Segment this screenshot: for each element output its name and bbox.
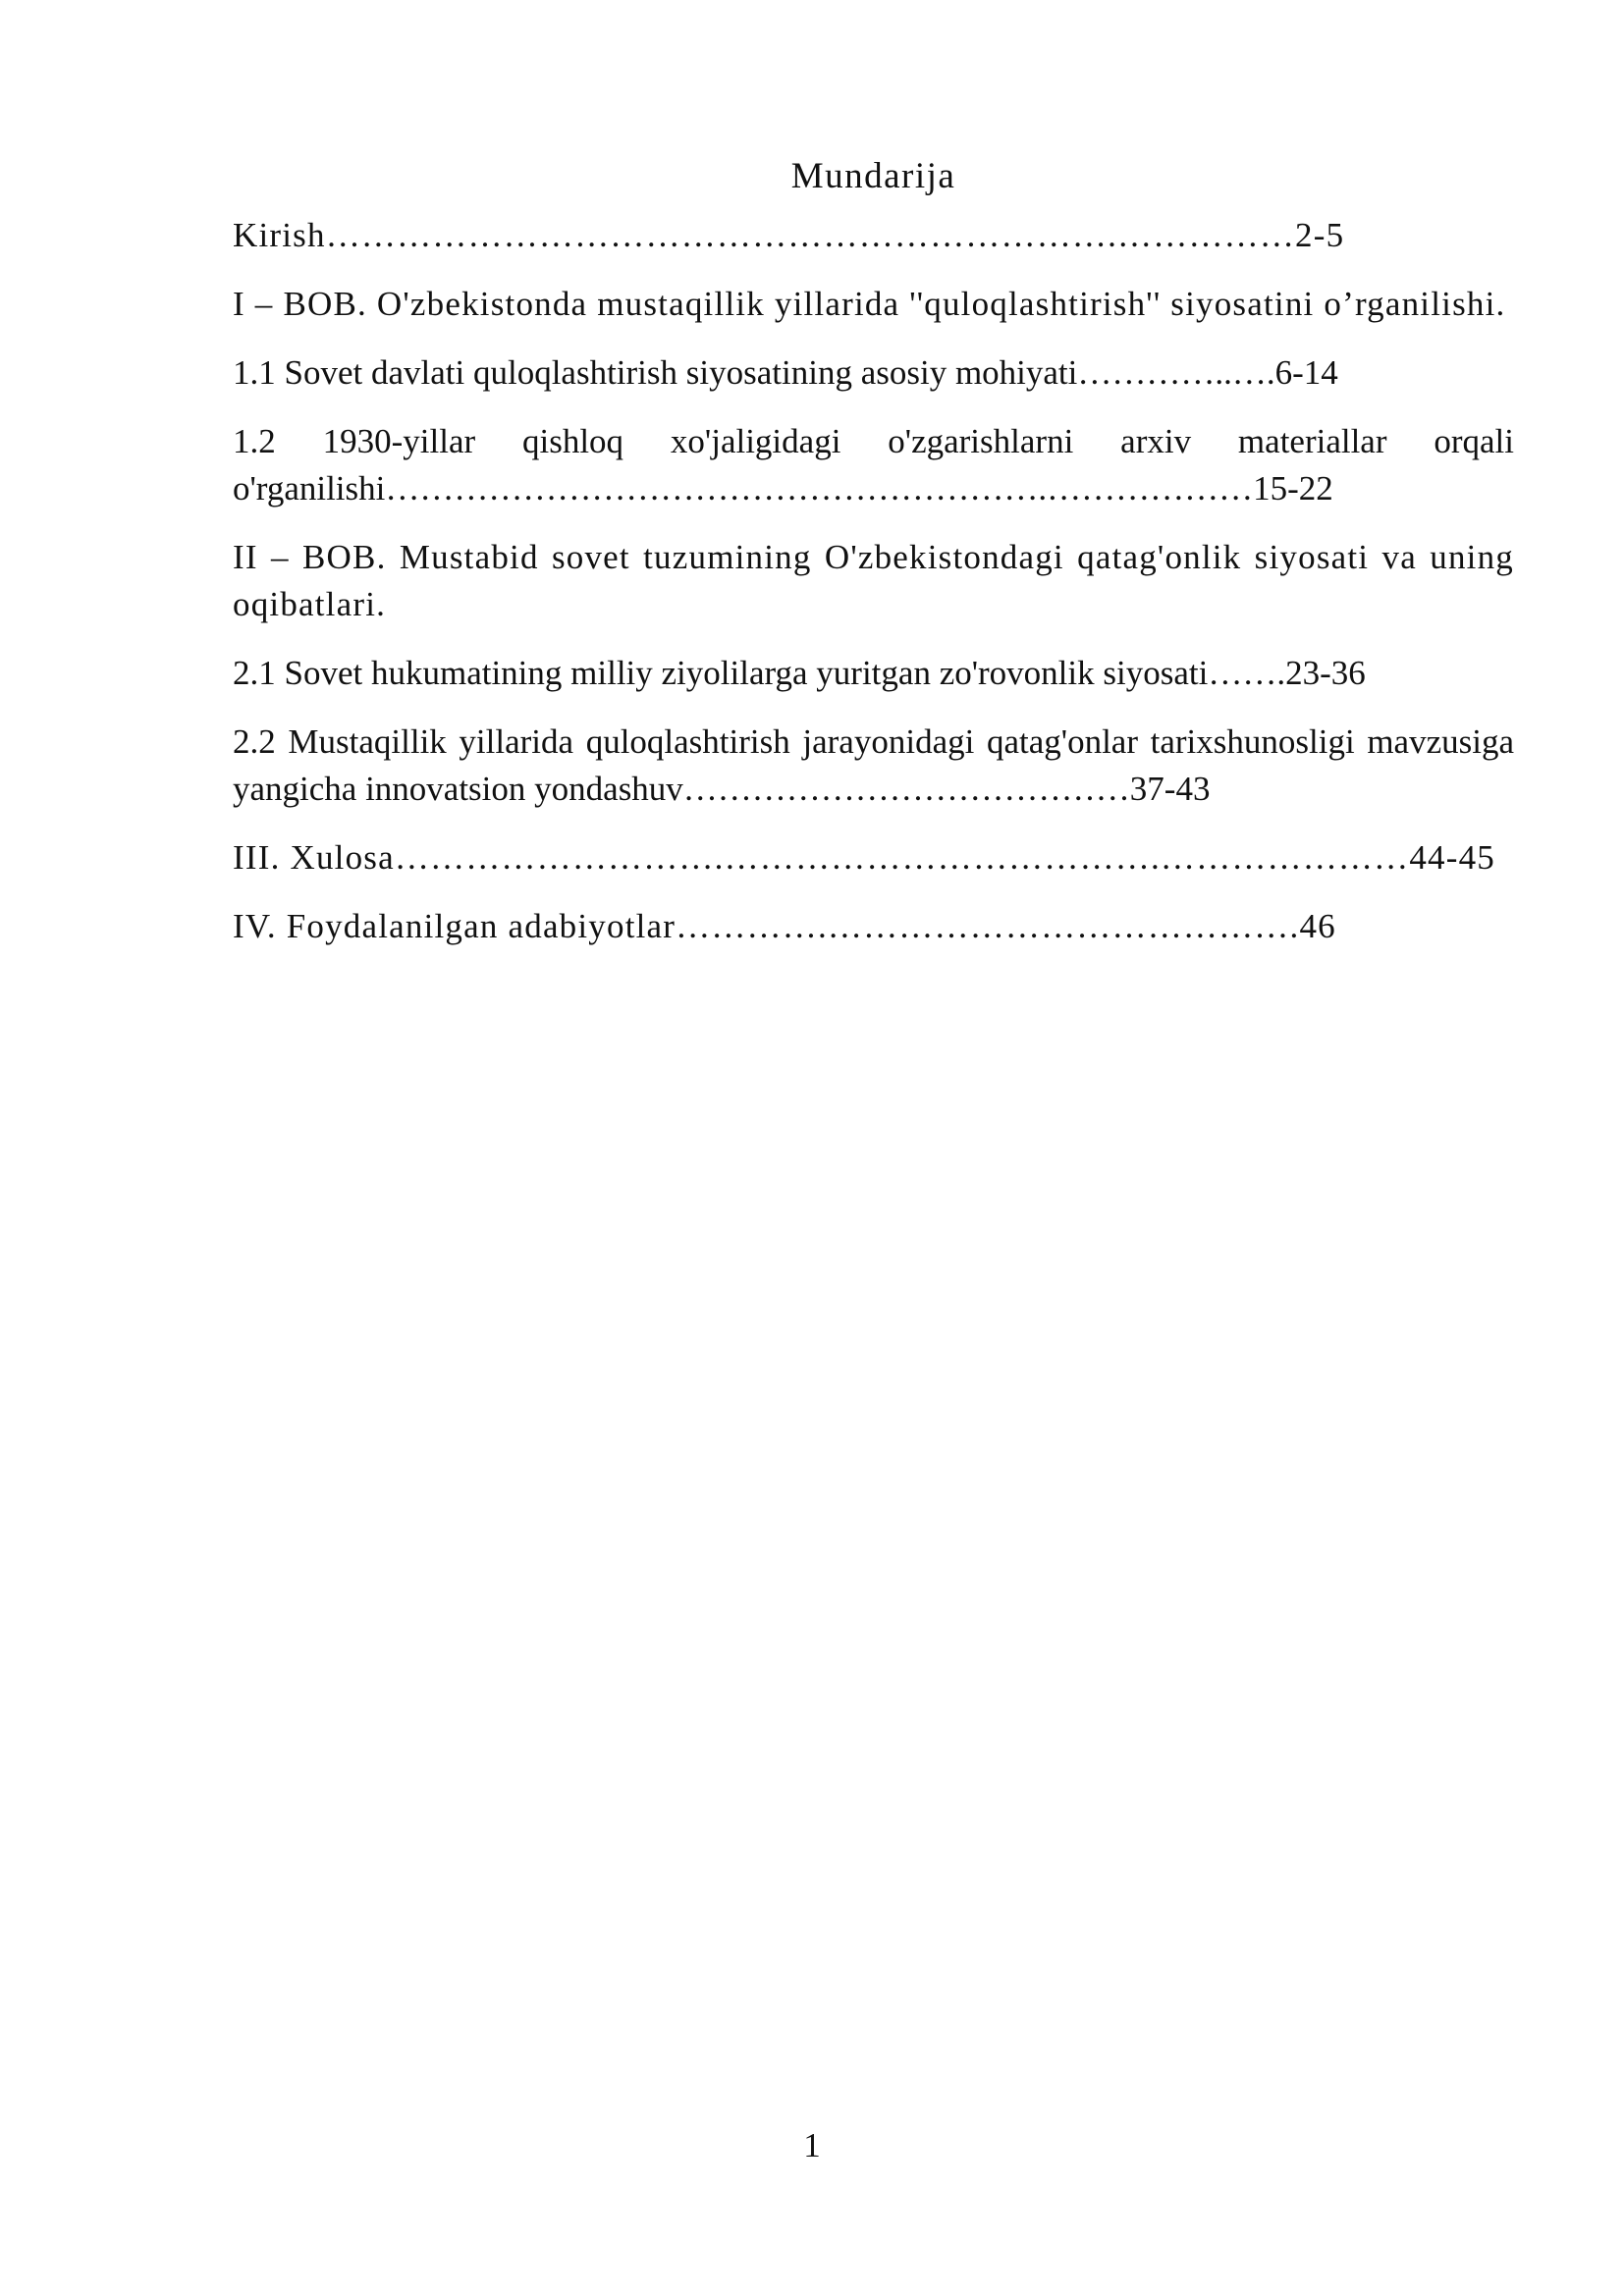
- toc-title: Mundarija: [790, 156, 956, 196]
- toc-entry-kirish: Kirish………………………………………………………….……………2-5: [233, 216, 1345, 254]
- toc-entry-section-1-1: 1.1 Sovet davlati quloqlashtirish siyosatining asosiy mohiyati…………..….6-14: [233, 353, 1338, 392]
- toc-entry-chapter-1: I – BOB. O'zbekistonda mustaqillik yillarida ''quloqlashtirish'' siyosatini o’rganilishi.: [233, 285, 1506, 323]
- toc-entry-chapter-2: II – BOB. Mustabid sovet tuzumining O'zbekistondagi qatag'onlik siyosati va uning oqibatlari.: [233, 538, 1514, 623]
- toc-entry-section-2-1: 2.1 Sovet hukumatining milliy ziyolilarga yuritgan zo'rovonlik siyosati…….23-36: [233, 654, 1366, 692]
- toc-entry-conclusion: III. Xulosa……………………….……………………………….…………………44-45: [233, 838, 1495, 877]
- table-of-contents: [233, 147, 1514, 972]
- toc-entry-section-2-2: 2.2 Mustaqillik yillarida quloqlashtirish jarayonidagi qatag'onlar tarixshunosligi mavzusiga yangicha innovatsion yondashuv…………………………………37-43: [233, 722, 1514, 808]
- toc-entry-references: IV. Foydalanilgan adabiyotlar………….………………………………….46: [233, 907, 1336, 945]
- toc-entry-section-1-2: 1.2 1930-yillar qishloq xo'jaligidagi o'zgarishlarni arxiv materiallar orqali o'rganilishi………………………………………………….………………15-22: [233, 422, 1514, 507]
- page-number: 1: [803, 2126, 821, 2164]
